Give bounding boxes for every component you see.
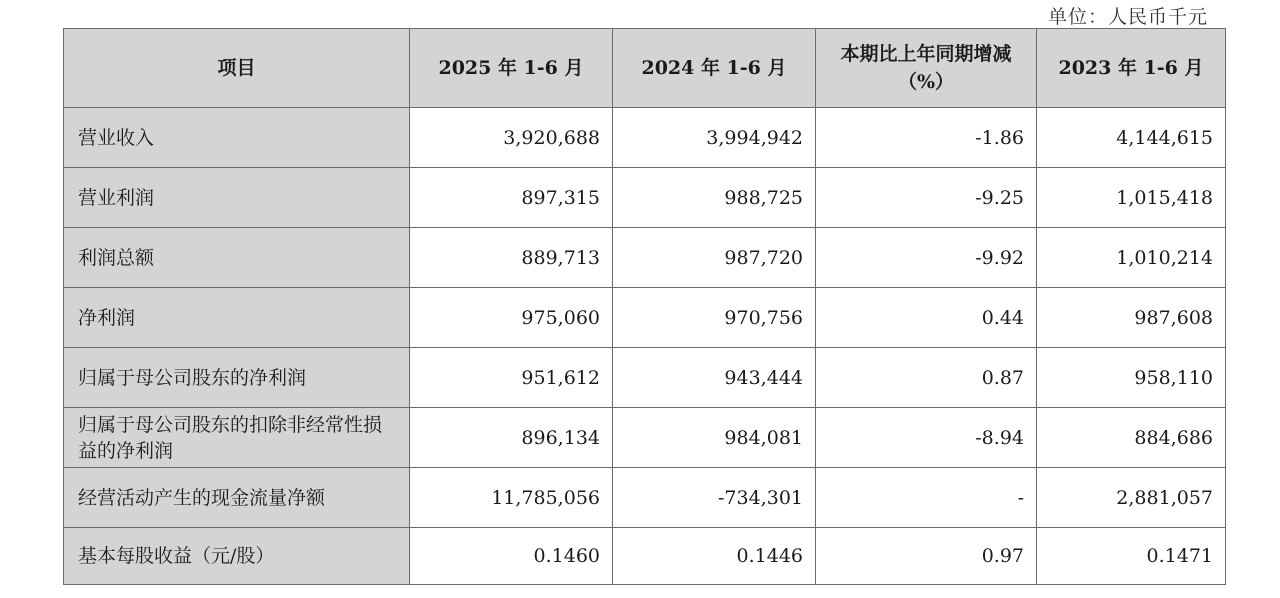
cell-change: -9.92 <box>816 228 1037 288</box>
cell-2025: 3,920,688 <box>410 108 613 168</box>
row-label: 归属于母公司股东的扣除非经常性损益的净利润 <box>64 408 410 468</box>
row-label: 基本每股收益（元/股） <box>64 528 410 585</box>
cell-change: -9.25 <box>816 168 1037 228</box>
cell-2025: 896,134 <box>410 408 613 468</box>
header-2025: 2025 年 1-6 月 <box>410 29 613 108</box>
row-label: 利润总额 <box>64 228 410 288</box>
cell-change: -8.94 <box>816 408 1037 468</box>
row-label: 经营活动产生的现金流量净额 <box>64 468 410 528</box>
table-row <box>64 348 1226 408</box>
cell-2024: 984,081 <box>613 408 816 468</box>
row-label: 归属于母公司股东的净利润 <box>64 348 410 408</box>
cell-2024: 970,756 <box>613 288 816 348</box>
cell-2023: 958,110 <box>1037 348 1226 408</box>
header-2023: 2023 年 1-6 月 <box>1037 29 1226 108</box>
table-header-row <box>64 29 1226 108</box>
cell-2025: 951,612 <box>410 348 613 408</box>
cell-2023: 1,010,214 <box>1037 228 1226 288</box>
unit-label: 单位：人民币千元 <box>1047 6 1208 28</box>
cell-2024: 988,725 <box>613 168 816 228</box>
cell-2025: 889,713 <box>410 228 613 288</box>
cell-2023: 987,608 <box>1037 288 1226 348</box>
cell-2023: 2,881,057 <box>1037 468 1226 528</box>
cell-2024: -734,301 <box>613 468 816 528</box>
cell-2024: 0.1446 <box>613 528 816 585</box>
cell-2024: 943,444 <box>613 348 816 408</box>
cell-change: 0.44 <box>816 288 1037 348</box>
table-row <box>64 228 1226 288</box>
cell-2025: 897,315 <box>410 168 613 228</box>
cell-2025: 0.1460 <box>410 528 613 585</box>
header-item: 项目 <box>64 29 410 108</box>
cell-2024: 3,994,942 <box>613 108 816 168</box>
row-label: 营业利润 <box>64 168 410 228</box>
cell-2023: 1,015,418 <box>1037 168 1226 228</box>
cell-2025: 11,785,056 <box>410 468 613 528</box>
cell-change: 0.97 <box>816 528 1037 585</box>
row-label: 净利润 <box>64 288 410 348</box>
cell-change: - <box>816 468 1037 528</box>
cell-2023: 884,686 <box>1037 408 1226 468</box>
financial-summary-table <box>63 28 1226 585</box>
row-label: 营业收入 <box>64 108 410 168</box>
cell-2023: 0.1471 <box>1037 528 1226 585</box>
cell-2024: 987,720 <box>613 228 816 288</box>
table-row <box>64 528 1226 585</box>
header-change: 本期比上年同期增减（%） <box>816 29 1037 108</box>
cell-change: -1.86 <box>816 108 1037 168</box>
table-row <box>64 468 1226 528</box>
table-row <box>64 168 1226 228</box>
table-row <box>64 108 1226 168</box>
table-row <box>64 408 1226 468</box>
header-2024: 2024 年 1-6 月 <box>613 29 816 108</box>
cell-2023: 4,144,615 <box>1037 108 1226 168</box>
table-row <box>64 288 1226 348</box>
cell-2025: 975,060 <box>410 288 613 348</box>
cell-change: 0.87 <box>816 348 1037 408</box>
